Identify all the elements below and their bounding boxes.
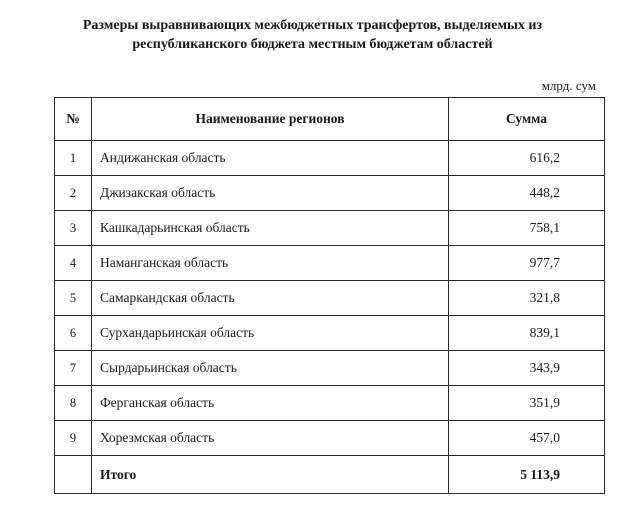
row-sum: 321,8 xyxy=(449,281,605,316)
document-title-line-1: Размеры выравнивающих межбюджетных трансфертов, выделяемых из xyxy=(82,18,543,33)
row-number: 3 xyxy=(55,211,92,246)
table-row xyxy=(55,141,605,176)
row-sum: 977,7 xyxy=(449,246,605,281)
row-number: 9 xyxy=(55,421,92,456)
row-sum: 839,1 xyxy=(449,316,605,351)
row-region-name: Кашкадарьинская область xyxy=(92,211,449,246)
row-sum: 351,9 xyxy=(449,386,605,421)
row-region-name: Самаркандская область xyxy=(92,281,449,316)
document-title-line-2: республиканского бюджета местным бюджетам областей xyxy=(132,37,493,52)
row-region-name: Ферганская область xyxy=(92,386,449,421)
document-title xyxy=(40,16,585,54)
row-sum: 616,2 xyxy=(449,141,605,176)
table-row xyxy=(55,316,605,351)
table-row xyxy=(55,211,605,246)
row-sum: 457,0 xyxy=(449,421,605,456)
row-region-name: Наманганская область xyxy=(92,246,449,281)
row-sum: 448,2 xyxy=(449,176,605,211)
row-number: 6 xyxy=(55,316,92,351)
row-region-name: Джизакская область xyxy=(92,176,449,211)
table-row xyxy=(55,246,605,281)
row-region-name: Андижанская область xyxy=(92,141,449,176)
header-sum: Сумма xyxy=(449,98,605,141)
row-number: 4 xyxy=(55,246,92,281)
regions-table xyxy=(54,97,605,494)
row-region-name: Хорезмская область xyxy=(92,421,449,456)
header-region-name: Наименование регионов xyxy=(92,98,449,141)
table-row xyxy=(55,351,605,386)
row-region-name: Сырдарьинская область xyxy=(92,351,449,386)
row-number: 7 xyxy=(55,351,92,386)
total-sum: 5 113,9 xyxy=(449,456,605,494)
row-sum: 343,9 xyxy=(449,351,605,386)
total-label: Итого xyxy=(92,456,449,494)
table-row xyxy=(55,386,605,421)
row-number: 5 xyxy=(55,281,92,316)
row-region-name: Сурхандарьинская область xyxy=(92,316,449,351)
total-row xyxy=(55,456,605,494)
row-number: 1 xyxy=(55,141,92,176)
total-number-cell xyxy=(55,456,92,494)
row-sum: 758,1 xyxy=(449,211,605,246)
table-header-row xyxy=(55,98,605,141)
unit-label: млрд. сум xyxy=(541,78,596,93)
table-row xyxy=(55,176,605,211)
header-number: № xyxy=(55,98,92,141)
row-number: 8 xyxy=(55,386,92,421)
row-number: 2 xyxy=(55,176,92,211)
table-row xyxy=(55,421,605,456)
table-row xyxy=(55,281,605,316)
